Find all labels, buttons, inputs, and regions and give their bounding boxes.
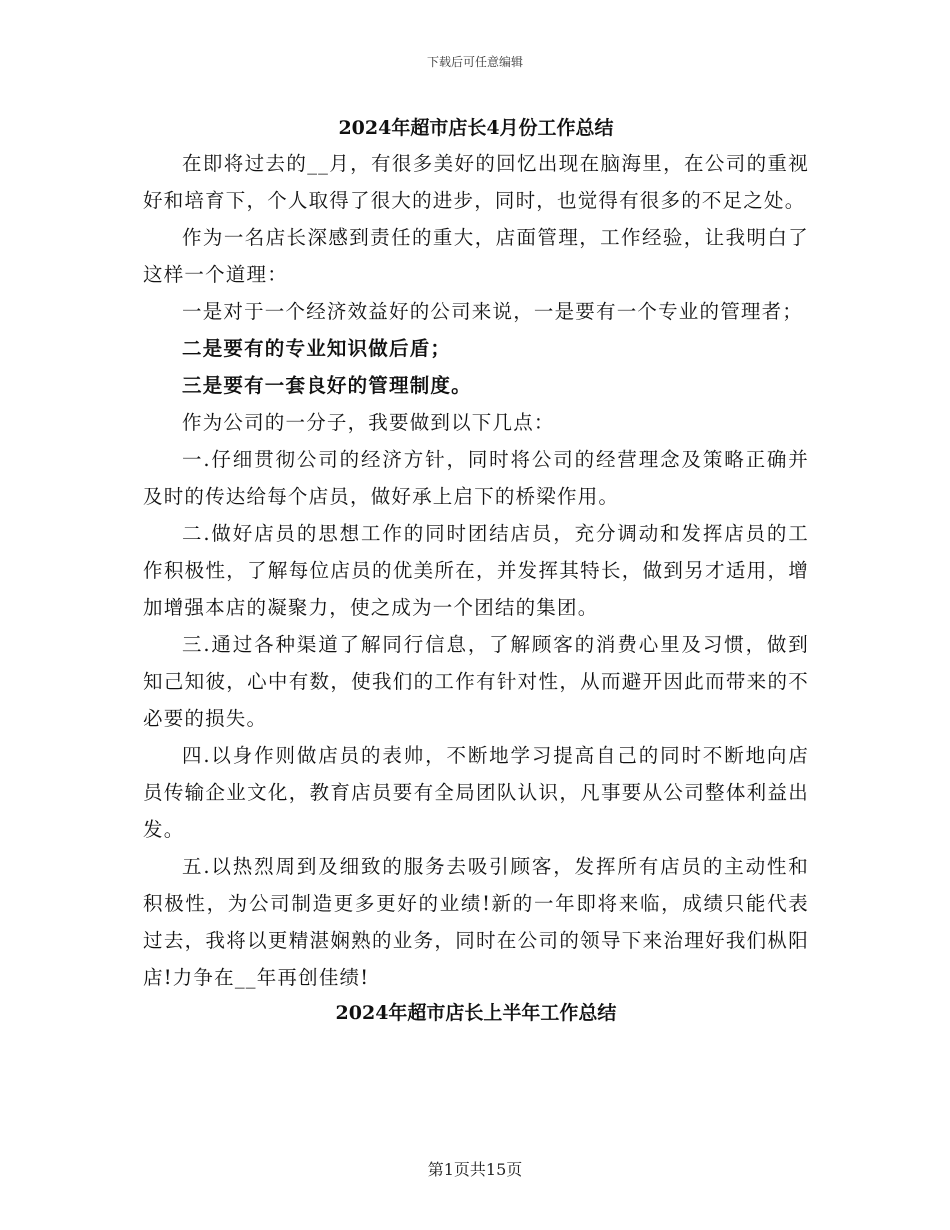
paragraph-bold: 三是要有一套良好的管理制度。 — [182, 374, 472, 397]
page-header-note: 下载后可任意编辑 — [426, 55, 523, 69]
second-section-title: 2024年超市店长上半年工作总结 — [335, 1002, 617, 1024]
paragraph: 作为公司的一分子，我要做到以下几点： — [182, 411, 555, 434]
document-body — [143, 112, 809, 1030]
paragraph-item-2: 二.做好店员的思想工作的同时团结店员，充分调动和发挥店员的工作积极性，了解每位店员的优美所在，并发挥其特长，做到另才适用，增加增强本店的凝聚力，使之成为一个团结的集团。 — [143, 522, 809, 619]
document-title: 2024年超市店长4月份工作总结 — [338, 117, 614, 139]
paragraph-item-5: 五.以热烈周到及细致的服务去吸引顾客，发挥所有店员的主动性和积极性，为公司制造更多更好的业绩!新的一年即将来临，成绩只能代表过去，我将以更精湛娴熟的业务，同时在公司的领导下来治理好我们枞阳店!力争在__年再创佳绩! — [143, 855, 809, 989]
page-number: 第1页共15页 — [427, 1160, 523, 1179]
paragraph-item-4: 四.以身作则做店员的表帅，不断地学习提高自己的同时不断地向店员传输企业文化，教育店员要有全局团队认识，凡事要从公司整体利益出发。 — [143, 744, 809, 841]
paragraph: 在即将过去的__月，有很多美好的回忆出现在脑海里，在公司的重视好和培育下，个人取得了很大的进步，同时，也觉得有很多的不足之处。 — [143, 152, 809, 212]
paragraph-item-3: 三.通过各种渠道了解同行信息，了解顾客的消费心里及习惯，做到知己知彼，心中有数，使我们的工作有针对性，从而避开因此而带来的不必要的损失。 — [143, 633, 809, 730]
paragraph: 一是对于一个经济效益好的公司来说，一是要有一个专业的管理者； — [182, 300, 804, 323]
paragraph-bold: 二是要有的专业知识做后盾； — [182, 337, 452, 360]
paragraph: 作为一名店长深感到责任的重大，店面管理，工作经验，让我明白了这样一个道理： — [143, 226, 809, 286]
paragraph-item-1: 一.仔细贯彻公司的经济方针，同时将公司的经营理念及策略正确并及时的传达给每个店员，做好承上启下的桥梁作用。 — [143, 448, 809, 508]
